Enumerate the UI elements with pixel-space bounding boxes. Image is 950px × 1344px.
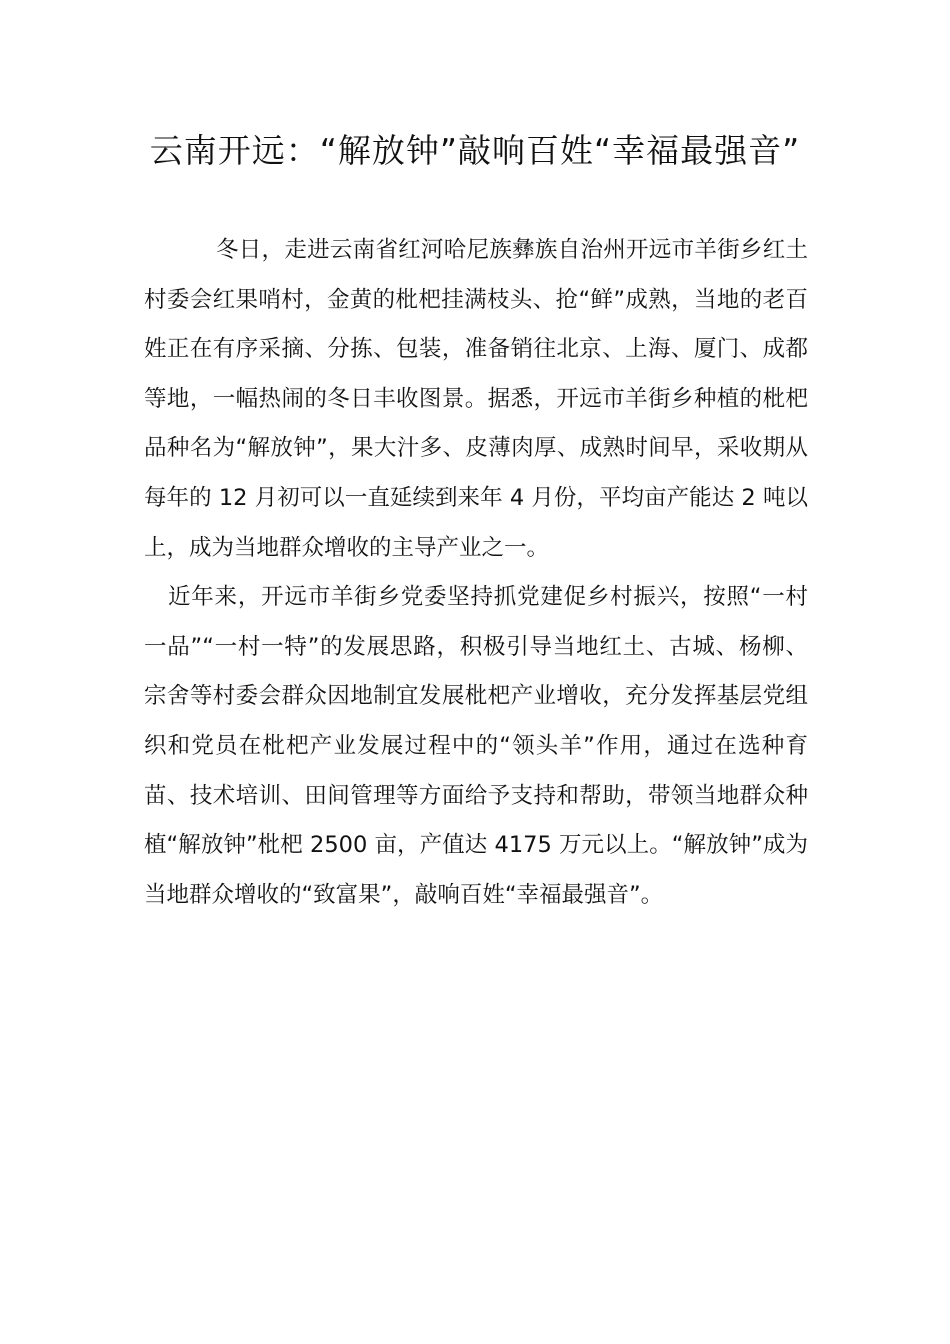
paragraph-2: 近年来，开远市羊街乡党委坚持抓党建促乡村振兴，按照“一村一品”“一村一特”的发展思路，积极引导当地红土、古城、杨柳、宗舍等村委会群众因地制宜发展枇杷产业增收，充分发挥基层党组织和党员在枇杷产业发展过程中的“领头羊”作用，通过在选种育苗、技术培训、田间管理等方面给予支持和帮助，带领当地群众种植“解放钟”枇杷 2500 亩，产值达 4175 万元以上。“解放钟”成为当地群众增收的“致富果”，敲响百姓“幸福最强音”。 — [144, 584, 808, 908]
paragraph-1: 冬日，走进云南省红河哈尼族彝族自治州开远市羊街乡红土村委会红果哨村，金黄的枇杷挂满枝头、抢“鲜”成熟，当地的老百姓正在有序采摘、分拣、包装，准备销往北京、上海、厦门、成都等地，一幅热闹的冬日丰收图景。据悉，开远市羊街乡种植的枇杷品种名为“解放钟”，果大汁多、皮薄肉厚、成熟时间早，采收期从每年的 12 月初可以一直延续到来年 4 月份，平均亩产能达 2 吨以上，成为当地群众增收的主导产业之一。 — [144, 237, 808, 561]
article-title: 云南开远：“解放钟”敲响百姓“幸福最强音” — [149, 131, 801, 170]
article-body — [144, 226, 808, 920]
